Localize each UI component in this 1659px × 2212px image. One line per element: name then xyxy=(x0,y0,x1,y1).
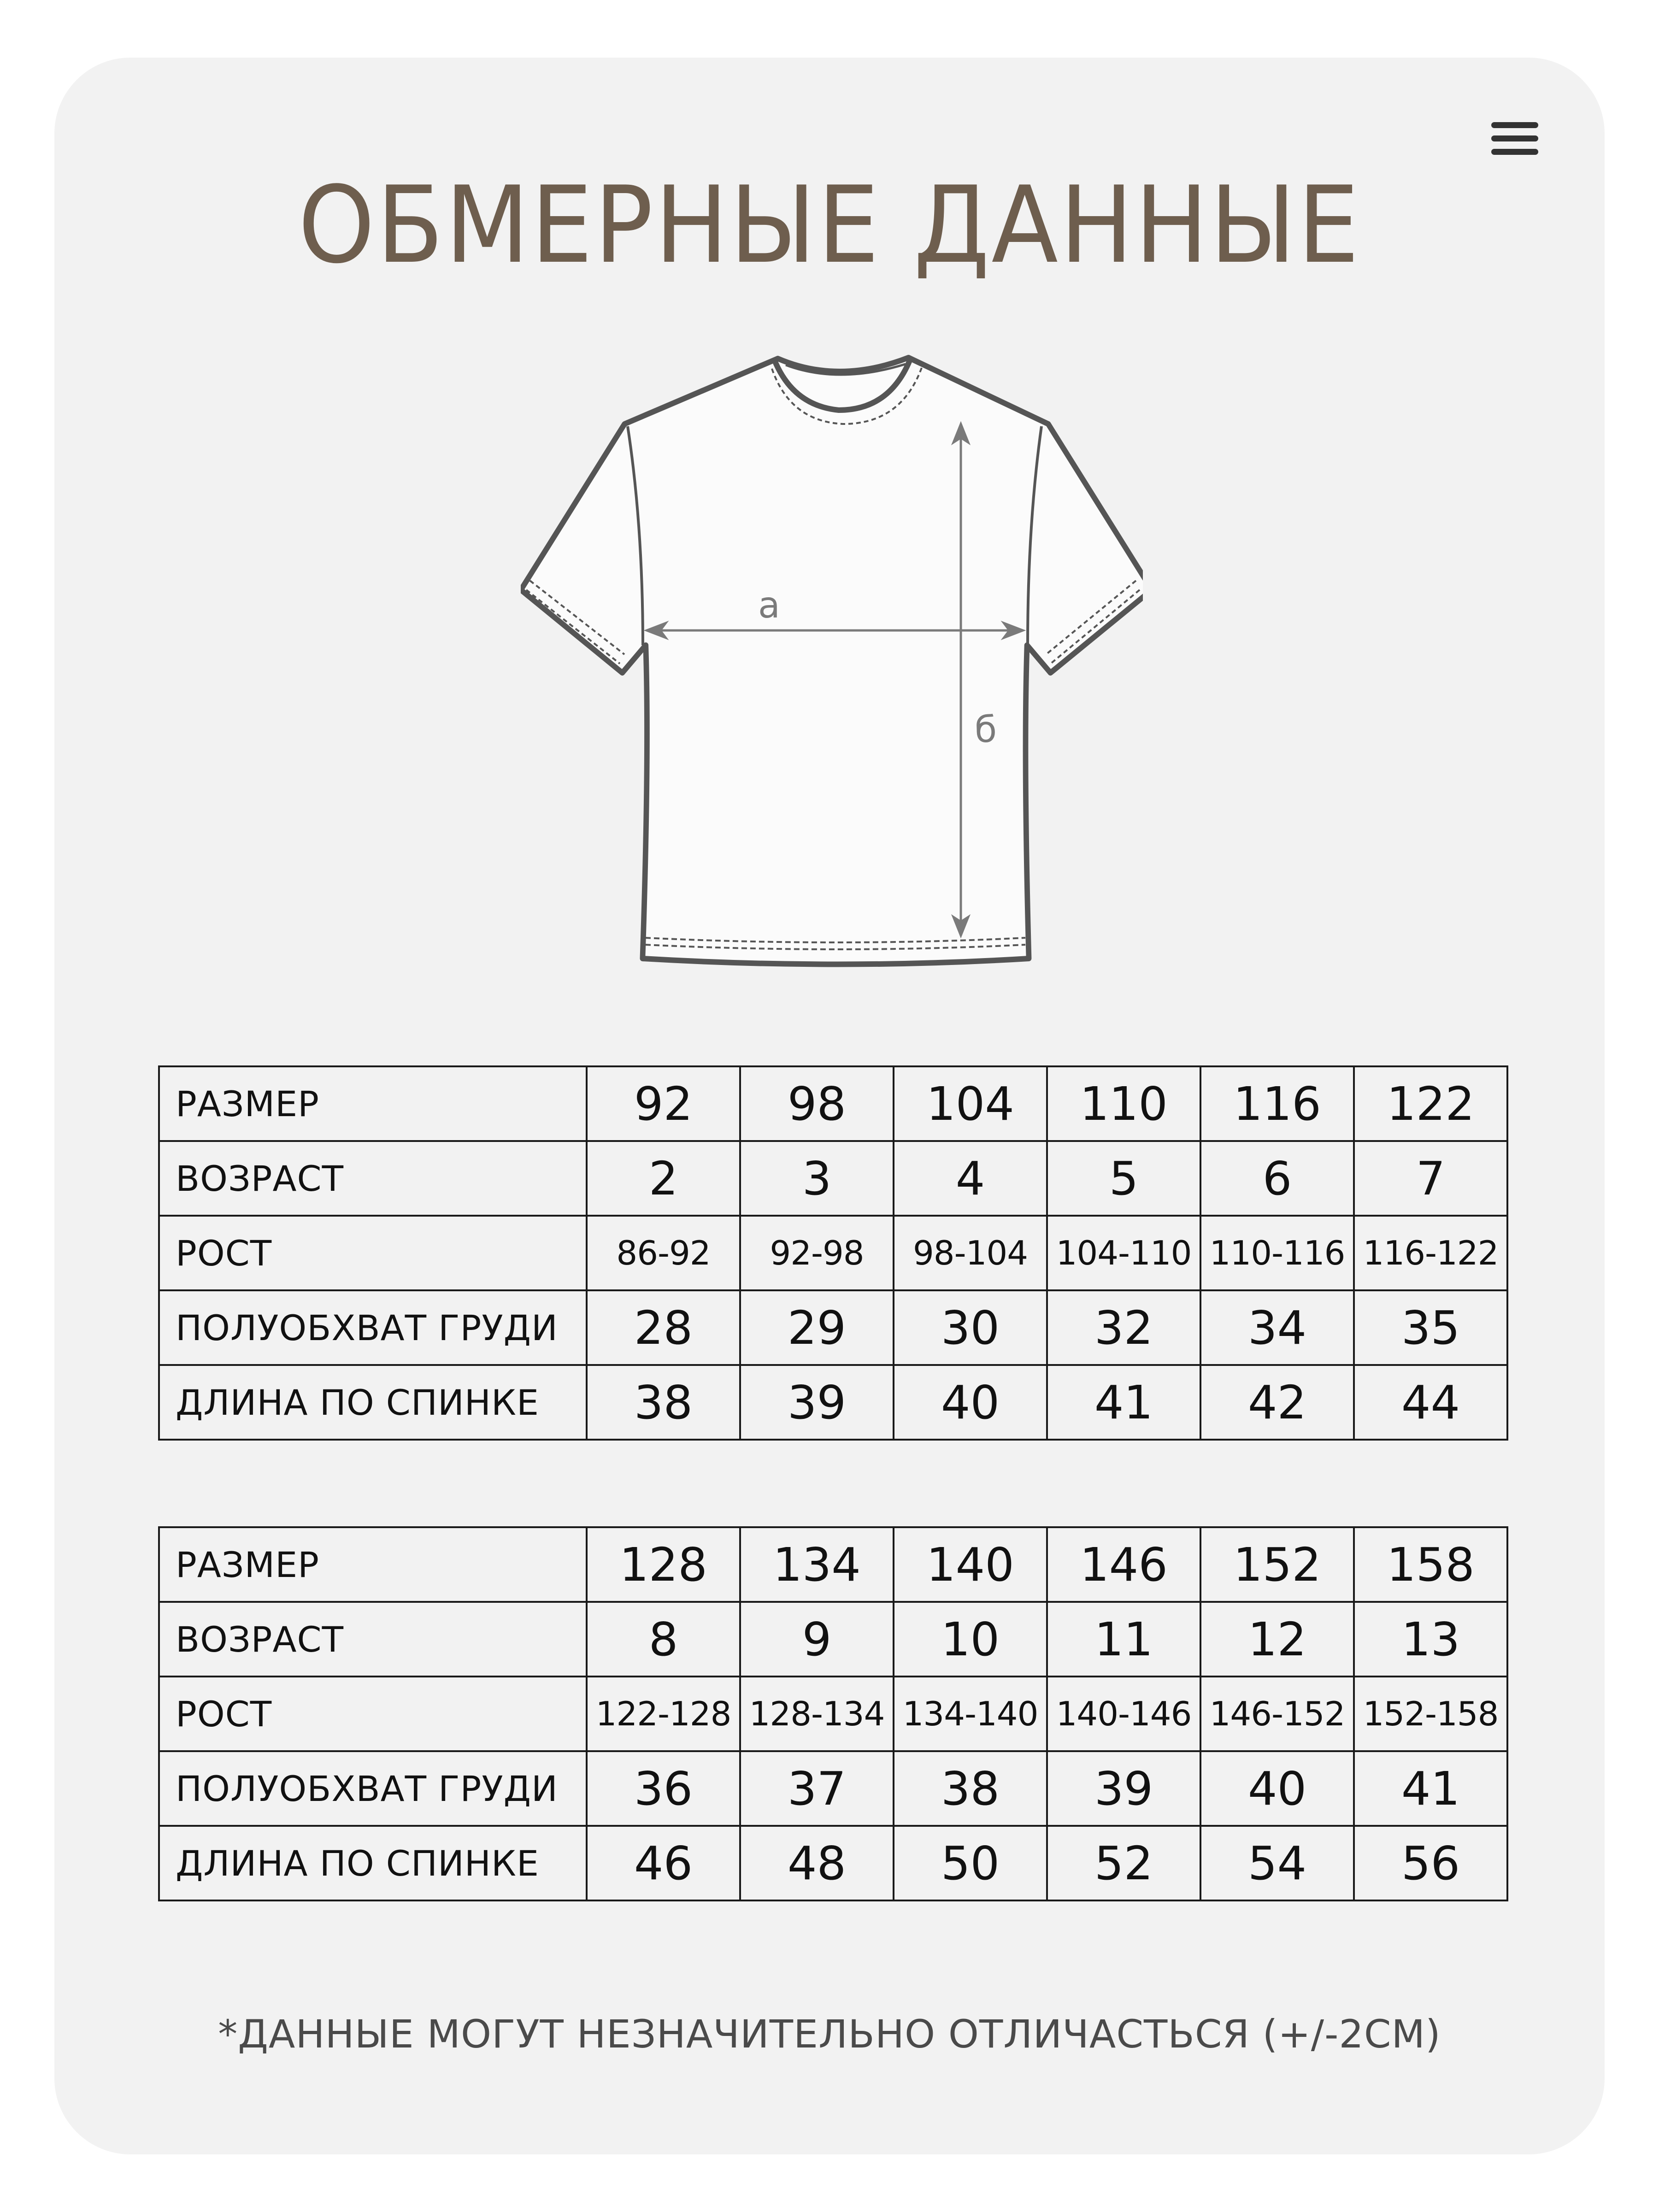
row-label: ВОЗРАСТ xyxy=(159,1602,587,1677)
table-cell: 41 xyxy=(1047,1365,1200,1440)
table-cell: 122 xyxy=(1354,1066,1507,1141)
table-cell: 40 xyxy=(1200,1751,1354,1826)
table-row-height xyxy=(159,1677,1507,1751)
table-cell: 128 xyxy=(587,1527,740,1602)
table-cell: 152 xyxy=(1200,1527,1354,1602)
table-cell: 38 xyxy=(894,1751,1047,1826)
hamburger-menu-icon-bar xyxy=(1491,149,1538,155)
table-cell: 134 xyxy=(740,1527,894,1602)
row-label: ДЛИНА ПО СПИНКЕ xyxy=(159,1365,587,1440)
table-cell: 140-146 xyxy=(1047,1677,1200,1751)
table-cell: 98-104 xyxy=(894,1216,1047,1290)
table-row-size xyxy=(159,1527,1507,1602)
row-label: РАЗМЕР xyxy=(159,1066,587,1141)
table-cell: 37 xyxy=(740,1751,894,1826)
table-cell: 35 xyxy=(1354,1290,1507,1365)
table-cell: 110 xyxy=(1047,1066,1200,1141)
table-cell: 46 xyxy=(587,1826,740,1900)
table-cell: 36 xyxy=(587,1751,740,1826)
table-cell: 8 xyxy=(587,1602,740,1677)
table-cell: 12 xyxy=(1200,1602,1354,1677)
table-cell: 42 xyxy=(1200,1365,1354,1440)
label-a: а xyxy=(758,585,780,626)
table-cell: 10 xyxy=(894,1602,1047,1677)
table-cell: 38 xyxy=(587,1365,740,1440)
hamburger-menu-icon xyxy=(1491,122,1538,128)
table-row-half-chest xyxy=(159,1290,1507,1365)
table-row-height xyxy=(159,1216,1507,1290)
table-row-size xyxy=(159,1066,1507,1141)
table-cell: 13 xyxy=(1354,1602,1507,1677)
table-cell: 3 xyxy=(740,1141,894,1216)
table-cell: 158 xyxy=(1354,1527,1507,1602)
table-cell: 152-158 xyxy=(1354,1677,1507,1751)
footnote: *ДАННЫЕ МОГУТ НЕЗНАЧИТЕЛЬНО ОТЛИЧАСТЬСЯ (+/-2СМ) xyxy=(218,2012,1441,2057)
table-cell: 7 xyxy=(1354,1141,1507,1216)
row-label: РОСТ xyxy=(159,1216,587,1290)
size-table-2 xyxy=(158,1526,1508,1901)
table-cell: 140 xyxy=(894,1527,1047,1602)
table-cell: 34 xyxy=(1200,1290,1354,1365)
label-b: б xyxy=(975,709,997,751)
table-row-back-length xyxy=(159,1826,1507,1900)
table-cell: 50 xyxy=(894,1826,1047,1900)
row-label: ДЛИНА ПО СПИНКЕ xyxy=(159,1826,587,1900)
table-cell: 110-116 xyxy=(1200,1216,1354,1290)
row-label: ПОЛУОБХВАТ ГРУДИ xyxy=(159,1290,587,1365)
table-cell: 40 xyxy=(894,1365,1047,1440)
size-table-1 xyxy=(158,1065,1508,1441)
table-cell: 92-98 xyxy=(740,1216,894,1290)
table-cell: 9 xyxy=(740,1602,894,1677)
table-cell: 30 xyxy=(894,1290,1047,1365)
table-cell: 39 xyxy=(1047,1751,1200,1826)
table-cell: 134-140 xyxy=(894,1677,1047,1751)
table-cell: 128-134 xyxy=(740,1677,894,1751)
table-cell: 41 xyxy=(1354,1751,1507,1826)
page-title: ОБМЕРНЫЕ ДАННЫЕ xyxy=(298,164,1361,287)
table-cell: 98 xyxy=(740,1066,894,1141)
table-cell: 54 xyxy=(1200,1826,1354,1900)
table-cell: 122-128 xyxy=(587,1677,740,1751)
row-label: РОСТ xyxy=(159,1677,587,1751)
row-label: РАЗМЕР xyxy=(159,1527,587,1602)
table-cell: 116 xyxy=(1200,1066,1354,1141)
table-cell: 116-122 xyxy=(1354,1216,1507,1290)
table-cell: 146-152 xyxy=(1200,1677,1354,1751)
table-cell: 32 xyxy=(1047,1290,1200,1365)
table-cell: 48 xyxy=(740,1826,894,1900)
table-row-age xyxy=(159,1602,1507,1677)
hamburger-menu-icon-bar xyxy=(1491,135,1538,141)
table-cell: 11 xyxy=(1047,1602,1200,1677)
table-row-half-chest xyxy=(159,1751,1507,1826)
table-cell: 29 xyxy=(740,1290,894,1365)
row-label: ВОЗРАСТ xyxy=(159,1141,587,1216)
table-cell: 92 xyxy=(587,1066,740,1141)
table-cell: 146 xyxy=(1047,1527,1200,1602)
table-cell: 44 xyxy=(1354,1365,1507,1440)
table-cell: 86-92 xyxy=(587,1216,740,1290)
row-label: ПОЛУОБХВАТ ГРУДИ xyxy=(159,1751,587,1826)
table-cell: 104-110 xyxy=(1047,1216,1200,1290)
table-cell: 39 xyxy=(740,1365,894,1440)
table-row-back-length xyxy=(159,1365,1507,1440)
table-cell: 2 xyxy=(587,1141,740,1216)
table-row-age xyxy=(159,1141,1507,1216)
table-cell: 4 xyxy=(894,1141,1047,1216)
table-cell: 56 xyxy=(1354,1826,1507,1900)
table-cell: 5 xyxy=(1047,1141,1200,1216)
tshirt-diagram-icon xyxy=(521,341,1143,972)
table-cell: 28 xyxy=(587,1290,740,1365)
menu-button[interactable] xyxy=(1486,115,1543,161)
table-cell: 52 xyxy=(1047,1826,1200,1900)
table-cell: 104 xyxy=(894,1066,1047,1141)
table-cell: 6 xyxy=(1200,1141,1354,1216)
